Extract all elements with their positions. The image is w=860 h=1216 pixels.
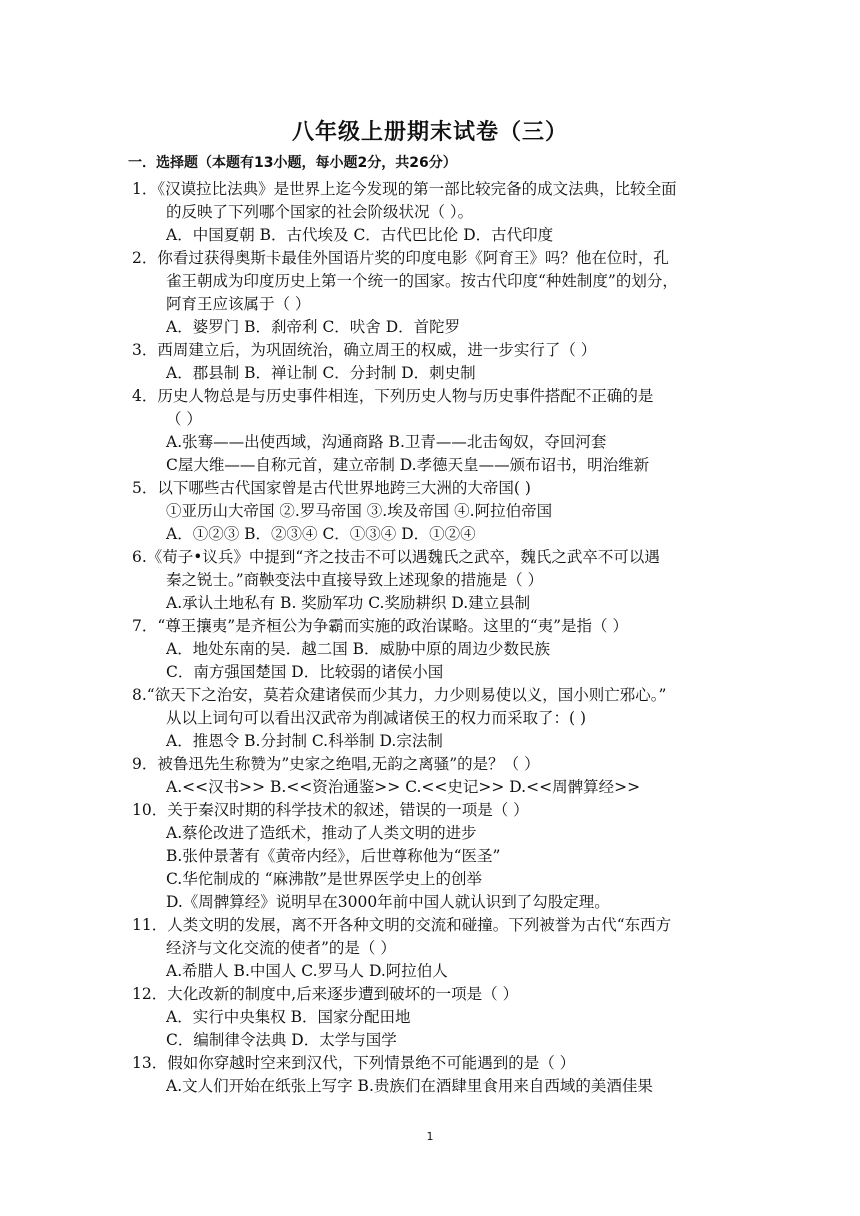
question-line: 阿育王应该属于（ ） (166, 295, 311, 313)
question-line: 经济与文化交流的使者”的是（ ） (166, 939, 396, 957)
question-line: A.<<汉书>> B.<<资治通鉴>> C.<<史记>> D.<<周髀算经>> (166, 778, 641, 796)
exam-title: 八年级上册期末试卷（三） (291, 119, 568, 145)
question-line: 9．被鲁迅先生称赞为”史家之绝唱,无韵之离骚”的是？（ ） (132, 755, 540, 773)
question-line: 3．西周建立后，为巩固统治，确立周王的权威，进一步实行了（ ） (132, 341, 597, 359)
question-line: A．①②③ B．②③④ C．①③④ D．①②④ (166, 525, 476, 543)
question-line: A．婆罗门 B．刹帝利 C．吠舍 D．首陀罗 (166, 318, 461, 336)
question-line: D.《周髀算经》说明早在3000年前中国人就认识到了勾股定理。 (166, 893, 610, 911)
question-line: 13．假如你穿越时空来到汉代，下列情景绝不可能遇到的是（ ） (132, 1054, 576, 1072)
question-line: A.承认土地私有 B. 奖励军功 C.奖励耕织 D.建立县制 (166, 594, 531, 612)
question-line: A．地处东南的吴．越二国 B．威胁中原的周边少数民族 (166, 640, 551, 658)
question-line: 5．以下哪些古代国家曾是古代世界地跨三大洲的大帝国( ) (132, 479, 531, 497)
question-line: ①亚历山大帝国 ②.罗马帝国 ③.埃及帝国 ④.阿拉伯帝国 (166, 502, 553, 520)
question-line: B.张仲景著有《黄帝内经》，后世尊称他为“医圣” (166, 847, 501, 865)
question-line: 4．历史人物总是与历史事件相连，下列历史人物与历史事件搭配不正确的是 (132, 387, 654, 405)
question-line: 7．“尊王攘夷”是齐桓公为争霸而实施的政治谋略。这里的“夷”是指（ ） (132, 617, 628, 635)
question-line: C．编制律令法典 D．太学与国学 (166, 1031, 397, 1049)
page-number: 1 (426, 1130, 434, 1143)
question-line: 8.“欲天下之治安，莫若众建诸侯而少其力，力少则易使以义，国小则亡邪心。” (132, 686, 667, 704)
question-line: 秦之锐士。”商鞅变法中直接导致上述现象的措施是（ ） (166, 571, 544, 589)
question-line: A.蔡伦改进了造纸术，推动了人类文明的进步 (166, 824, 477, 842)
question-line: A．中国夏朝 B．古代埃及 C．古代巴比伦 D．古代印度 (166, 226, 554, 244)
question-line: 12．大化改新的制度中,后来逐步遭到破坏的一项是（ ） (132, 985, 519, 1003)
question-line: 2．你看过获得奥斯卡最佳外国语片奖的印度电影《阿育王》吗？他在位时，孔 (132, 249, 669, 267)
question-line: A.希腊人 B.中国人 C.罗马人 D.阿拉伯人 (166, 962, 448, 980)
question-line: A．实行中央集权 B．国家分配田地 (166, 1008, 411, 1026)
question-line: 1．《汉谟拉比法典》是世界上迄今发现的第一部比较完备的成文法典，比较全面 (132, 180, 677, 198)
question-line: A．推恩令 B.分封制 C.科举制 D.宗法制 (166, 732, 443, 750)
question-line: 雀王朝成为印度历史上第一个统一的国家。按古代印度“种姓制度”的划分， (166, 272, 678, 290)
question-line: （ ） (166, 410, 202, 428)
question-line: A．郡县制 B．禅让制 C．分封制 D．刺史制 (166, 364, 476, 382)
question-line: C.华佗制成的 “麻沸散”是世界医学史上的创举 (166, 870, 483, 888)
question-line: C屋大维——自称元首，建立帝制 D.孝德天皇——颁布诏书，明治维新 (166, 456, 650, 474)
question-line: 11．人类文明的发展，离不开各种文明的交流和碰撞。下列被誉为古代“东西方 (132, 916, 672, 934)
question-line: 从以上词句可以看出汉武帝为削减诸侯王的权力而采取了：( ) (166, 709, 587, 727)
question-line: 的反映了下列哪个国家的社会阶级状况（ ）。 (166, 203, 474, 221)
question-line: 6.《荀子•议兵》中提到“齐之技击不可以遇魏氏之武卒，魏氏之武卒不可以遇 (132, 548, 660, 566)
question-line: 10．关于秦汉时期的科学技术的叙述，错误的一项是（ ） (132, 801, 529, 819)
question-line: A.文人们开始在纸张上写字 B.贵族们在酒肆里食用来自西域的美酒佳果 (166, 1077, 653, 1095)
question-line: A.张骞——出使西域，沟通商路 B.卫青——北击匈奴，夺回河套 (166, 433, 607, 451)
section-heading: 一．选择题（本题有13小题，每小题2分，共26分） (128, 155, 457, 171)
question-line: C．南方强国楚国 D．比较弱的诸侯小国 (166, 663, 444, 681)
